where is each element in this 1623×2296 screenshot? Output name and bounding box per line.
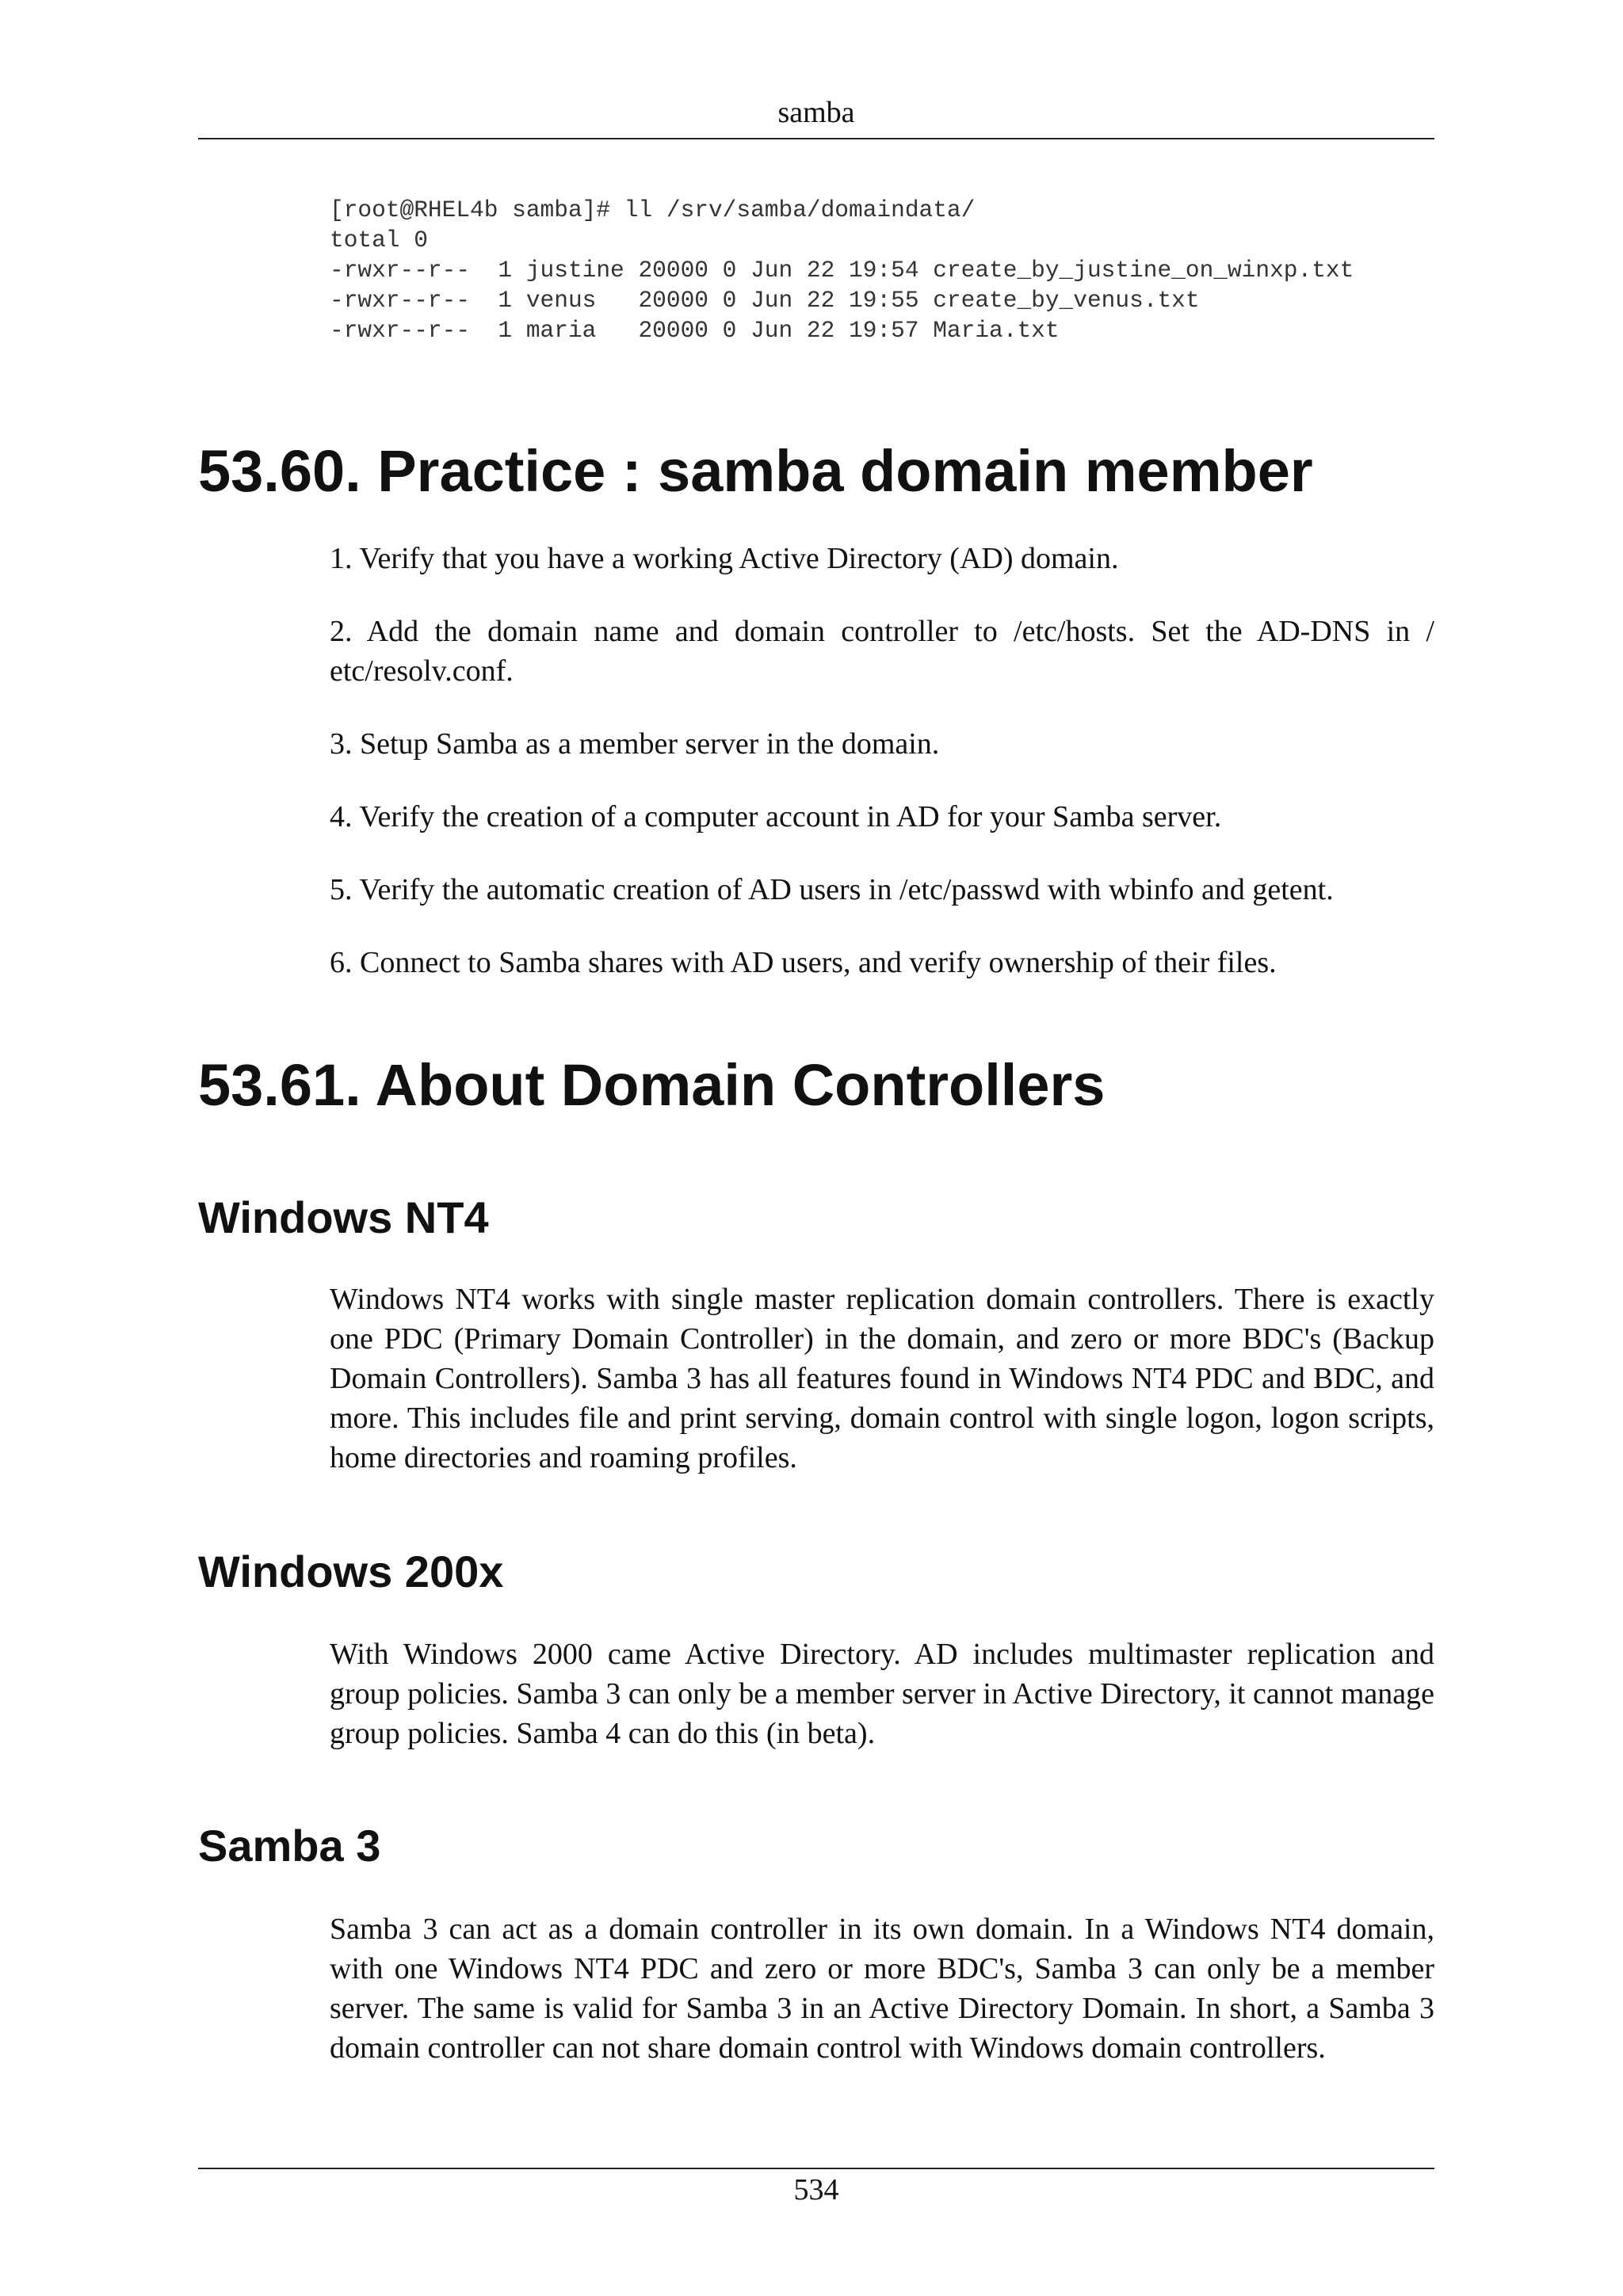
list-item: 1. Verify that you have a working Active Directory (AD) domain.: [330, 542, 1119, 575]
section-heading-practice: 53.60. Practice : samba domain member: [198, 438, 1313, 504]
paragraph-windows-nt4: Windows NT4 works with single master replication domain controllers. There is exactly one PDC (Primary Domain Controller) in the domain, and zero or more BDC's (Backup Domain Controllers). Samba 3 has all features found in Windows NT4 PDC and BDC, and more. This includes file and print serving, domain control with single logon, logon scripts, home directories and roaming profiles.: [330, 1283, 1434, 1474]
list-item: 3. Setup Samba as a member server in the domain.: [330, 727, 940, 761]
list-item: 2. Add the domain name and domain controller to /etc/hosts. Set the AD-DNS in / etc/resolv.conf.: [330, 615, 1434, 688]
list-item: 6. Connect to Samba shares with AD users, and verify ownership of their files.: [330, 946, 1277, 979]
code-line: [root@RHEL4b samba]# ll /srv/samba/domaindata/: [330, 196, 976, 223]
running-header: samba: [777, 96, 855, 129]
section-heading-about: 53.61. About Domain Controllers: [198, 1052, 1106, 1118]
header-rule: [198, 138, 1434, 139]
page-number: 534: [793, 2173, 839, 2206]
subheading-windows-200x: Windows 200x: [198, 1547, 504, 1596]
list-item: 5. Verify the automatic creation of AD users in /etc/passwd with wbinfo and getent.: [330, 873, 1334, 906]
code-line: total 0: [330, 227, 428, 254]
subheading-samba-3: Samba 3: [198, 1821, 381, 1871]
code-line: -rwxr--r-- 1 maria 20000 0 Jun 22 19:57 Maria.txt: [330, 317, 1060, 344]
code-line: -rwxr--r-- 1 justine 20000 0 Jun 22 19:54 create_by_justine_on_winxp.txt: [330, 257, 1354, 284]
list-item: 4. Verify the creation of a computer account in AD for your Samba server.: [330, 800, 1222, 833]
code-block: [330, 195, 1354, 345]
paragraph-samba-3: Samba 3 can act as a domain controller in its own domain. In a Windows NT4 domain, with one Windows NT4 PDC and zero or more BDC's, Samba 3 can only be a member server. The same is valid for Samba 3 in an Active Directory Domain. In short, a Samba 3 domain controller can not share domain control with Windows domain controllers.: [330, 1913, 1434, 2065]
subheading-windows-nt4: Windows NT4: [198, 1192, 489, 1242]
paragraph-windows-200x: With Windows 2000 came Active Directory. AD includes multimaster replication and group policies. Samba 3 can only be a member server in Active Directory, it cannot manage group policies. Samba 4 can do this (in beta).: [330, 1638, 1434, 1750]
practice-list: [330, 539, 1434, 1016]
footer-rule: [198, 2168, 1434, 2169]
code-line: -rwxr--r-- 1 venus 20000 0 Jun 22 19:55 create_by_venus.txt: [330, 287, 1200, 314]
